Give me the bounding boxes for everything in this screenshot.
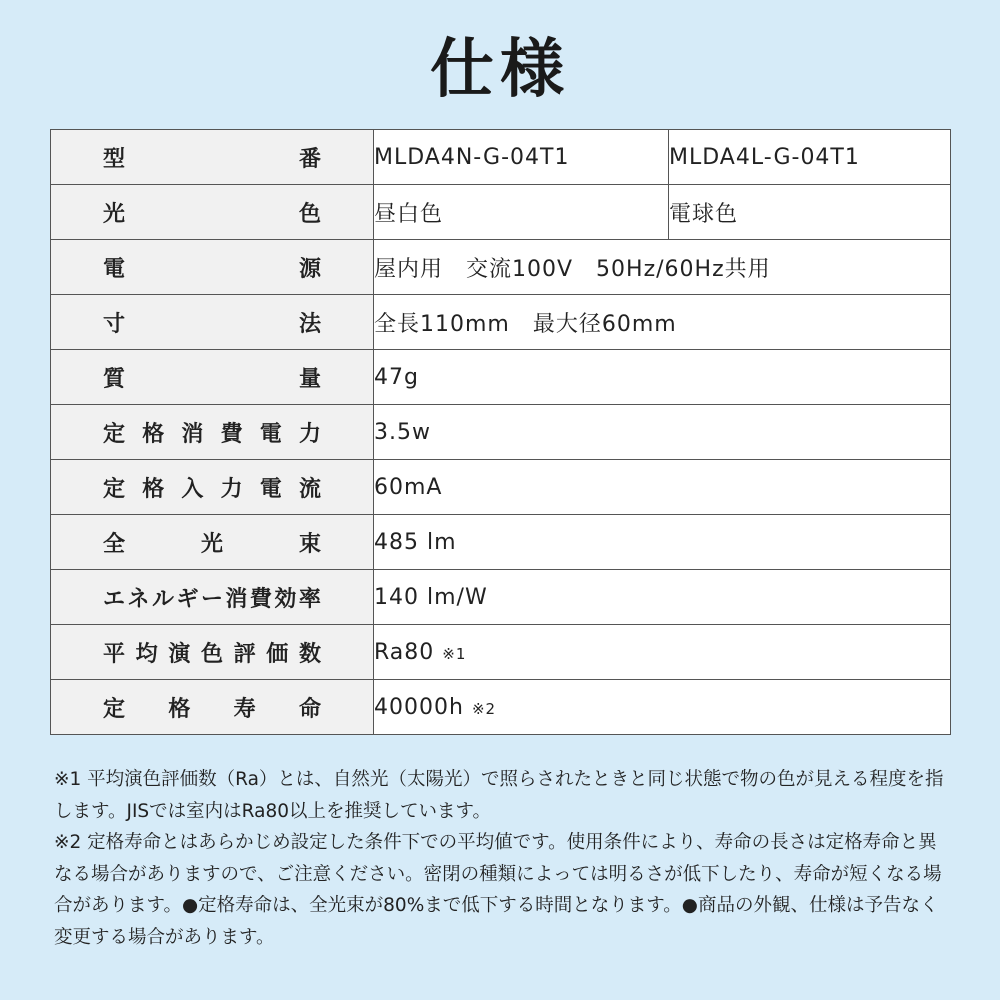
spec-label-char: 電: [103, 256, 126, 282]
spec-value-text: 40000h: [374, 694, 464, 720]
note-marker: ※2: [471, 699, 497, 718]
spec-label-cell: [51, 570, 374, 625]
spec-value: [374, 515, 951, 570]
spec-label-cell: [51, 240, 374, 295]
note-marker: ※1: [442, 644, 467, 663]
spec-label-char: 命: [298, 696, 321, 722]
spec-row: [51, 185, 951, 240]
spec-row: [51, 295, 951, 350]
spec-value-text: 485 lm: [374, 529, 457, 555]
spec-label-char: 流: [298, 476, 321, 502]
spec-label-char: 定: [103, 421, 126, 447]
spec-value-alt: [669, 130, 951, 185]
spec-label-char: 定: [103, 696, 126, 722]
spec-label: [51, 692, 373, 723]
spec-label-char: 寿: [233, 696, 256, 722]
spec-value: [374, 405, 951, 460]
spec-label-cell: [51, 460, 374, 515]
spec-label-char: 法: [298, 311, 321, 337]
spec-label: [51, 417, 373, 448]
spec-row: [51, 625, 951, 680]
footnotes: [54, 764, 954, 953]
spec-value-text: 140 lm/W: [374, 584, 488, 610]
spec-label: [51, 252, 373, 283]
spec-label: [51, 637, 373, 668]
spec-value-text: MLDA4N-G-04T1: [374, 144, 570, 170]
spec-label-char: ネ: [127, 586, 150, 612]
spec-label-char: 格: [168, 696, 191, 722]
spec-label: [51, 582, 373, 613]
page-title: 仕様: [430, 33, 570, 107]
spec-label: [51, 142, 373, 173]
spec-value: [374, 185, 669, 240]
spec-value: [374, 680, 951, 735]
spec-value-alt-text: 電球色: [669, 201, 739, 227]
spec-label-cell: [51, 515, 374, 570]
spec-row: [51, 680, 951, 735]
spec-value: [374, 240, 951, 295]
footnote-2: ※2 定格寿命とはあらかじめ設定した条件下での平均値です。使用条件により、寿命の長さは定格寿命と異なる場合がありますので、ご注意ください。密閉の種類によっては明るさが低下したり、寿命が短くなる場合があります。●定格寿命は、全光束が80%まで低下する時間となります。●商品の外観、仕様は予告なく変更する場合があります。: [54, 832, 942, 948]
spec-label-char: 演: [168, 641, 191, 667]
spec-label-char: 番: [298, 146, 321, 172]
spec-row: [51, 515, 951, 570]
spec-label-char: 源: [298, 256, 321, 282]
spec-label-char: 電: [259, 421, 282, 447]
spec-label-char: ル: [151, 586, 174, 612]
spec-label-char: 消: [181, 421, 204, 447]
spec-label-char: 消: [225, 586, 248, 612]
spec-label-char: 平: [103, 641, 126, 667]
spec-label-char: エ: [103, 586, 126, 612]
spec-label-char: 力: [298, 421, 321, 447]
spec-label-char: 色: [200, 641, 223, 667]
spec-value-text: 3.5w: [374, 419, 431, 445]
spec-label-char: 力: [220, 476, 243, 502]
spec-row: [51, 570, 951, 625]
spec-label-char: 費: [249, 586, 272, 612]
spec-label-char: 格: [142, 476, 165, 502]
spec-label-char: 束: [298, 531, 321, 557]
spec-label-char: 光: [103, 201, 126, 227]
spec-label-char: 評: [233, 641, 256, 667]
spec-value-text: Ra80: [374, 639, 435, 665]
spec-label: [51, 307, 373, 338]
spec-label-char: ー: [200, 586, 223, 612]
spec-value-text: 屋内用 交流100V 50Hz/60Hz共用: [374, 256, 771, 282]
spec-label: [51, 472, 373, 503]
spec-label-char: 量: [298, 366, 321, 392]
spec-label-cell: [51, 185, 374, 240]
spec-label-char: 全: [103, 531, 126, 557]
spec-label-char: 型: [103, 146, 126, 172]
spec-label: [51, 197, 373, 228]
spec-row: [51, 460, 951, 515]
spec-label-char: 色: [298, 201, 321, 227]
spec-label-cell: [51, 130, 374, 185]
spec-label-char: 電: [259, 476, 282, 502]
spec-row: [51, 350, 951, 405]
spec-value-alt: [669, 185, 951, 240]
spec-label-char: 光: [200, 531, 223, 557]
spec-label-char: 均: [135, 641, 158, 667]
spec-table: [50, 129, 951, 735]
spec-value-text: 47g: [374, 364, 419, 390]
spec-value-text: 昼白色: [374, 201, 444, 227]
spec-label-char: 費: [220, 421, 243, 447]
spec-label-cell: [51, 405, 374, 460]
spec-value-text: 60mA: [374, 474, 443, 500]
spec-value: [374, 130, 669, 185]
spec-label-char: 率: [298, 586, 321, 612]
spec-row: [51, 130, 951, 185]
spec-label: [51, 527, 373, 558]
spec-row: [51, 240, 951, 295]
spec-value: [374, 570, 951, 625]
spec-label-char: 定: [103, 476, 126, 502]
spec-value-text: 全長110mm 最大径60mm: [374, 311, 677, 337]
spec-label-cell: [51, 350, 374, 405]
spec-value: [374, 350, 951, 405]
spec-value: [374, 295, 951, 350]
spec-label-char: 格: [142, 421, 165, 447]
spec-label-char: 効: [274, 586, 297, 612]
spec-label: [51, 362, 373, 393]
spec-label-char: 質: [103, 366, 126, 392]
spec-label-char: 入: [181, 476, 204, 502]
spec-label-char: ギ: [176, 586, 199, 612]
spec-label-cell: [51, 295, 374, 350]
spec-value: [374, 625, 951, 680]
spec-row: [51, 405, 951, 460]
spec-label-cell: [51, 680, 374, 735]
spec-label-char: 価: [266, 641, 289, 667]
spec-label-cell: [51, 625, 374, 680]
footnote-1: ※1 平均演色評価数（Ra）とは、自然光（太陽光）で照らされたときと同じ状態で物の色が見える程度を指します。JISでは室内はRa80以上を推奨しています。: [54, 769, 944, 822]
spec-value: [374, 460, 951, 515]
spec-label-char: 寸: [103, 311, 126, 337]
spec-label-char: 数: [298, 641, 321, 667]
spec-value-alt-text: MLDA4L-G-04T1: [669, 144, 860, 170]
